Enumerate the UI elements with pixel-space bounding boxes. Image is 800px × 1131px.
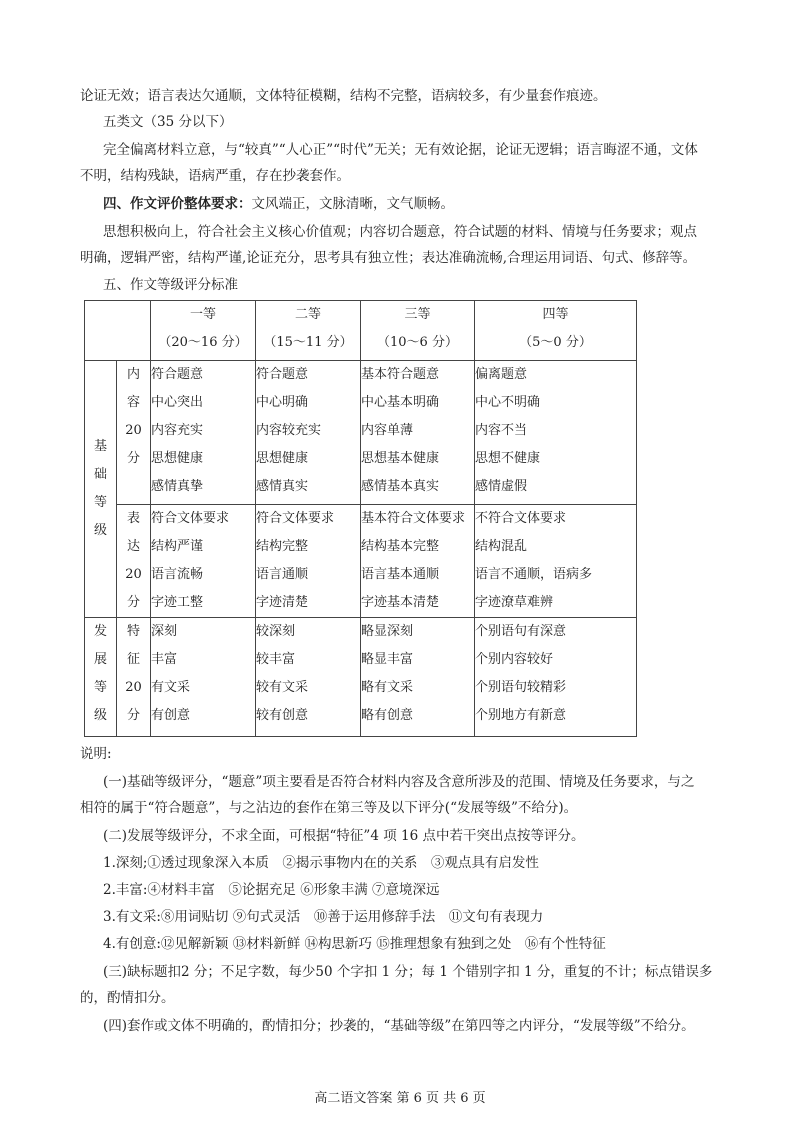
content-grade-1: 符合题意 中心突出 内容充实 思想健康 感情真挚 bbox=[151, 361, 256, 505]
table-header-row bbox=[85, 301, 637, 361]
page-footer: 高二语文答案 第 6 页 共 6 页 bbox=[314, 1091, 486, 1106]
expression-grade-4: 不符合文体要求 结构混乱 语言不通顺，语病多 字迹潦草难辨 bbox=[475, 505, 637, 618]
label-features: 特 征 20 分 bbox=[117, 618, 151, 737]
para-four-class-end: 论证无效；语言表达欠通顺，文体特征模糊，结构不完整，语病较多，有少量套作痕迹。 bbox=[80, 88, 607, 104]
grading-table bbox=[84, 300, 637, 737]
features-grade-1: 深刻 丰富 有文采 有创意 bbox=[151, 618, 256, 737]
note-3-line2: 的，酌情扣分。 bbox=[80, 990, 175, 1006]
overall-requirements-heading: 四、作文评价整体要求： bbox=[103, 196, 252, 212]
table-heading: 五、作文等级评分标准 bbox=[103, 277, 238, 293]
para-thought-line1: 思想积极向上，符合社会主义核心价值观；内容切合题意，符合试题的材料、情境与任务要求；观点 bbox=[103, 224, 697, 240]
header-grade-1: 一等 （20～16 分） bbox=[151, 301, 256, 361]
features-grade-3: 略显深刻 略显丰富 略有文采 略有创意 bbox=[361, 618, 475, 737]
note-literary-grace: 3.有文采:⑧用词贴切 ⑨句式灵活 ⑩善于运用修辞手法 ⑪文句有表现力 bbox=[103, 909, 544, 925]
header-grade-2: 二等 （15～11 分） bbox=[256, 301, 361, 361]
label-content: 内 容 20 分 bbox=[117, 361, 151, 505]
note-1-line2: 相符的属于“符合题意”，与之沾边的套作在第三等及以下评分(“发展等级”不给分)。 bbox=[80, 800, 578, 816]
header-corner bbox=[85, 301, 151, 361]
content-grade-3: 基本符合题意 中心基本明确 内容单薄 思想基本健康 感情基本真实 bbox=[361, 361, 475, 505]
note-depth: 1.深刻;①透过现象深入本质 ②揭示事物内在的关系 ③观点具有启发性 bbox=[103, 855, 539, 871]
content-grade-4: 偏离题意 中心不明确 内容不当 思想不健康 感情虚假 bbox=[475, 361, 637, 505]
row-expression bbox=[85, 505, 637, 618]
expression-grade-1: 符合文体要求 结构严谨 语言流畅 字迹工整 bbox=[151, 505, 256, 618]
expression-grade-2: 符合文体要求 结构完整 语言通顺 字迹清楚 bbox=[256, 505, 361, 618]
note-3-line1: (三)缺标题扣2 分；不足字数，每少50 个字扣 1 分；每 1 个错别字扣 1 分，重复的不计；标点错误多 bbox=[103, 964, 713, 980]
note-4: (四)套作或文体不明确的，酌情扣分；抄袭的，“基础等级”在第四等之内评分，“发展等级”不给分。 bbox=[103, 1018, 695, 1034]
label-expression: 表 达 20 分 bbox=[117, 505, 151, 618]
expression-grade-3: 基本符合文体要求 结构基本完整 语言基本通顺 字迹基本清楚 bbox=[361, 505, 475, 618]
para-thought-line2: 明确，逻辑严密，结构严谨,论证充分，思考具有独立性；表达准确流畅,合理运用词语、句式、修辞等。 bbox=[80, 250, 697, 266]
row-content bbox=[85, 361, 637, 505]
note-2: (二)发展等级评分，不求全面，可根据“特征”4 项 16 点中若干突出点按等评分。 bbox=[103, 828, 585, 844]
note-1-line1: (一)基础等级评分，“题意”项主要看是否符合材料内容及含意所涉及的范围、情境及任务要求，与之 bbox=[103, 774, 695, 790]
para-five-class-line1: 完全偏离材料立意，与“较真”“人心正”“时代”无关；无有效论据，论证无逻辑；语言晦涩不通，文体 bbox=[103, 142, 698, 158]
para-five-class-line2: 不明，结构残缺，语病严重，存在抄袭套作。 bbox=[80, 168, 350, 184]
notes-title: 说明: bbox=[80, 746, 112, 762]
note-richness: 2.丰富:④材料丰富 ⑤论据充足 ⑥形象丰满 ⑦意境深远 bbox=[103, 882, 440, 898]
features-grade-2: 较深刻 较丰富 较有文采 较有创意 bbox=[256, 618, 361, 737]
overall-requirements-text: 文风端正，文脉清晰，文气顺畅。 bbox=[251, 196, 454, 212]
features-grade-4: 个别语句有深意 个别内容较好 个别语句较精彩 个别地方有新意 bbox=[475, 618, 637, 737]
para-five-class-title: 五类文（35 分以下） bbox=[103, 114, 233, 130]
note-creativity: 4.有创意:⑫见解新颖 ⑬材料新鲜 ⑭构思新巧 ⑮推理想象有独到之处 ⑯有个性特征 bbox=[103, 936, 606, 952]
row-features bbox=[85, 618, 637, 737]
label-basic-level: 基 础 等 级 bbox=[85, 361, 117, 618]
header-grade-4: 四等 （5～0 分） bbox=[475, 301, 637, 361]
content-grade-2: 符合题意 中心明确 内容较充实 思想健康 感情真实 bbox=[256, 361, 361, 505]
para-overall-requirements bbox=[103, 194, 454, 214]
header-grade-3: 三等 （10～6 分） bbox=[361, 301, 475, 361]
label-development-level: 发 展 等 级 bbox=[85, 618, 117, 737]
